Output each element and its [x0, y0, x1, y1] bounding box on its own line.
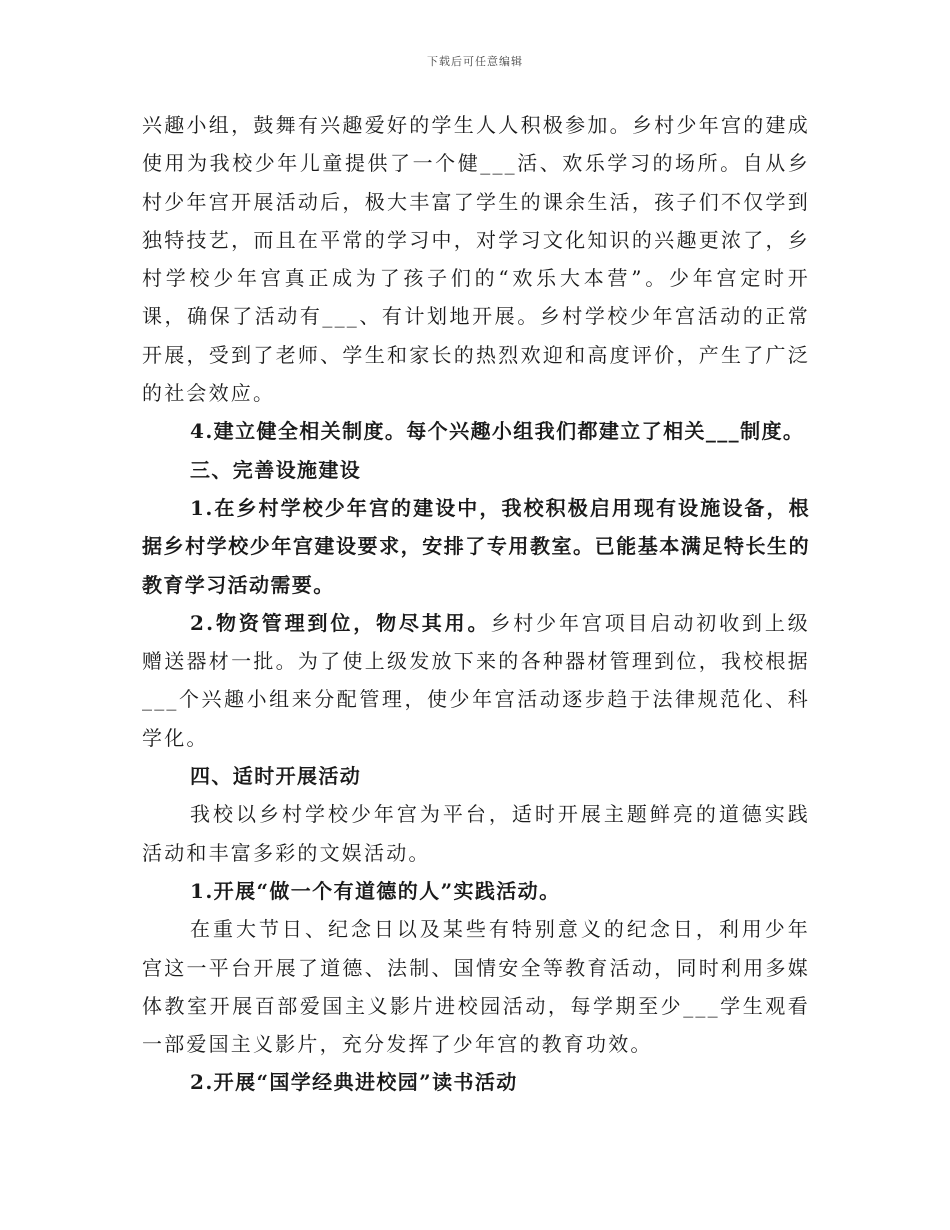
material-management-lead: 2.物资管理到位，物尽其用。 — [190, 610, 491, 635]
paragraph-moral-education: 在重大节日、纪念日以及某些有特别意义的纪念日，利用少年宫这一平台开展了道德、法制、国情安全等教育活动，同时利用多媒体教室开展百部爱国主义影片进校园活动，每学期至少___学生观看一部爱国主义影片，充分发挥了少年宫的教育功效。 — [142, 917, 810, 1057]
section-heading-activities: 四、适时开展活动 — [190, 764, 362, 789]
subheading-classics-reading: 2.开展“国学经典进校园”读书活动 — [190, 1070, 518, 1095]
material-management-text: 乡村少年宫项目启动初收到上级赠送器材一批。为了使上级发放下来的各种器材管理到位，我校根据___个兴趣小组来分配管理，使少年宫活动逐步趋于法律规范化、科学化。 — [142, 610, 810, 750]
paragraph-material-management — [142, 604, 810, 757]
section-heading-facilities: 三、完善设施建设 — [190, 457, 362, 482]
paragraph-youth-palace-effects: 兴趣小组，鼓舞有兴趣爱好的学生人人积极参加。乡村少年宫的建成使用为我校少年儿童提供了一个健___活、欢乐学习的场所。自从乡村少年宫开展活动后，极大丰富了学生的课余生活，孩子们不仅学到独特技艺，而且在平常的学习中，对学习文化知识的兴趣更浓了，乡村学校少年宫真正成为了孩子们的“欢乐大本营”。少年宫定时开课，确保了活动有___、有计划地开展。乡村学校少年宫活动的正常开展，受到了老师、学生和家长的热烈欢迎和高度评价，产生了广泛的社会效应。 — [142, 113, 810, 406]
document-body — [142, 106, 810, 1102]
paragraph-activities-intro: 我校以乡村学校少年宫为平台，适时开展主题鲜亮的道德实践活动和丰富多彩的文娱活动。 — [142, 802, 810, 865]
page-header: 下载后可任意编辑 — [427, 55, 523, 68]
paragraph-facility-construction: 1.在乡村学校少年宫的建设中，我校积极启用现有设施设备，根据乡村学校少年宫建设要求，安排了专用教室。已能基本满足特长生的教育学习活动需要。 — [142, 495, 810, 597]
subheading-moral-practice: 1.开展“做一个有道德的人”实践活动。 — [190, 878, 561, 903]
paragraph-rules-system: 4.建立健全相关制度。每个兴趣小组我们都建立了相关___制度。 — [190, 419, 805, 444]
